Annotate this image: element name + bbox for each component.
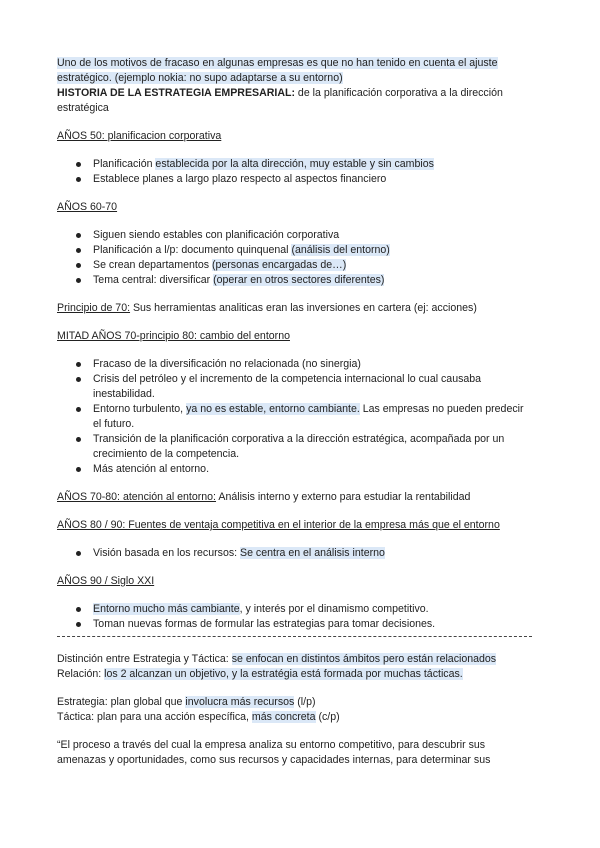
item-highlight: (personas encargadas de…) <box>211 259 347 271</box>
list-anos-80-90 <box>57 546 532 561</box>
heading-anos-50: AÑOS 50: planificacion corporativa <box>57 130 222 142</box>
anos-70-80-paragraph <box>57 490 532 505</box>
item-text: Las empresas no pueden predecir el futuro. <box>93 403 524 430</box>
item-highlight: establecida por la alta dirección, muy estable y sin cambios <box>155 158 434 170</box>
heading-anos-90: AÑOS 90 / Siglo XXI <box>57 575 155 587</box>
item-text: Planificación <box>93 158 156 170</box>
list-item <box>57 432 532 462</box>
list-item <box>57 258 532 273</box>
relation-label: Relación: <box>57 668 105 680</box>
item-highlight: Entorno mucho más cambiante <box>93 603 240 615</box>
item-text: Establece planes a largo plazo respecto al aspectos financiero <box>93 173 387 185</box>
heading-anos-80-90: AÑOS 80 / 90: Fuentes de ventaja competitiva en el interior de la empresa más que el entorno <box>57 519 500 531</box>
principio-70-paragraph <box>57 301 532 316</box>
history-paragraph <box>57 86 532 116</box>
list-item <box>57 462 532 477</box>
list-item <box>57 228 532 243</box>
item-text: Más atención al entorno. <box>93 463 210 475</box>
dashed-divider <box>57 636 532 638</box>
principio-70-text: Sus herramientas analiticas eran las inversiones en cartera (ej: acciones) <box>130 302 477 314</box>
estrategia-definition <box>57 695 532 710</box>
principio-70-label: Principio de 70: <box>57 302 131 314</box>
tactica-highlight: más concreta <box>251 711 316 723</box>
list-item <box>57 357 532 372</box>
item-text: Se crean departamentos <box>93 259 212 271</box>
list-mitad-70 <box>57 357 532 477</box>
estrategia-text: Estrategia: plan global que <box>57 696 186 708</box>
list-item <box>57 602 532 617</box>
tactica-text: Táctica: plan para una acción específica, <box>57 711 252 723</box>
distinction-label: Distinción entre Estrategia y Táctica: <box>57 653 232 665</box>
list-item <box>57 617 532 632</box>
list-item <box>57 172 532 187</box>
item-text: , y interés por el dinamismo competitivo. <box>239 603 429 615</box>
distinction-line <box>57 652 532 667</box>
list-item <box>57 402 532 432</box>
item-highlight: (análisis del entorno) <box>291 244 390 256</box>
intro-paragraph <box>57 56 532 86</box>
list-item <box>57 372 532 402</box>
item-text: Toman nuevas formas de formular las estrategias para tomar decisiones. <box>93 618 436 630</box>
relation-line <box>57 667 532 682</box>
list-anos-50 <box>57 157 532 187</box>
list-item <box>57 243 532 258</box>
item-text: Crisis del petróleo y el incremento de la competencia internacional lo cual causaba inestabilidad. <box>93 373 482 400</box>
item-text: Planificación a l/p: documento quinquenal <box>93 244 292 256</box>
relation-highlight: los 2 alcanzan un objetivo, y la estratégia está formada por muchas tácticas. <box>104 668 463 680</box>
list-item <box>57 273 532 288</box>
item-highlight: (operar en otros sectores diferentes) <box>213 274 385 286</box>
item-highlight: Se centra en el análisis interno <box>240 547 385 559</box>
anos-70-80-text: Análisis interno y externo para estudiar la rentabilidad <box>216 491 471 503</box>
history-label: HISTORIA DE LA ESTRATEGIA EMPRESARIAL: <box>57 87 295 99</box>
heading-mitad-70: MITAD AÑOS 70-principio 80: cambio del entorno <box>57 330 290 342</box>
estrategia-text-end: (l/p) <box>294 696 316 708</box>
list-anos-90 <box>57 602 532 632</box>
tactica-definition <box>57 710 532 725</box>
history-text: de la planificación corporativa a la dirección estratégica <box>57 87 503 114</box>
list-anos-60-70 <box>57 228 532 288</box>
document-body <box>57 56 532 768</box>
tactica-text-end: (c/p) <box>315 711 340 723</box>
quote-paragraph: “El proceso a través del cual la empresa analiza su entorno competitivo, para descubrir sus amenazas y oportunidades, como sus recursos y capacidades internas, para determinar sus <box>57 739 491 766</box>
item-text: Tema central: diversificar <box>93 274 214 286</box>
heading-anos-60-70: AÑOS 60-70 <box>57 201 118 213</box>
item-text: Visión basada en los recursos: <box>93 547 241 559</box>
item-text: Entorno turbulento, <box>93 403 187 415</box>
estrategia-highlight: involucra más recursos <box>185 696 295 708</box>
item-text: Transición de la planificación corporativa a la dirección estratégica, acompañada por un crecimiento de la competencia. <box>93 433 505 460</box>
anos-70-80-label: AÑOS 70-80: atención al entorno: <box>57 491 217 503</box>
distinction-highlight: se enfocan en distintos ámbitos pero están relacionados <box>231 653 497 665</box>
list-item <box>57 157 532 172</box>
item-text: Fracaso de la diversificación no relacionada (no sinergia) <box>93 358 361 370</box>
item-highlight: ya no es estable, entorno cambiante. <box>186 403 360 415</box>
list-item <box>57 546 532 561</box>
intro-highlight: Uno de los motivos de fracaso en algunas empresas es que no han tenido en cuenta el ajuste estratégico. (ejemplo nokia: no supo adaptarse a su entorno) <box>57 57 498 84</box>
item-text: Siguen siendo estables con planificación corporativa <box>93 229 340 241</box>
